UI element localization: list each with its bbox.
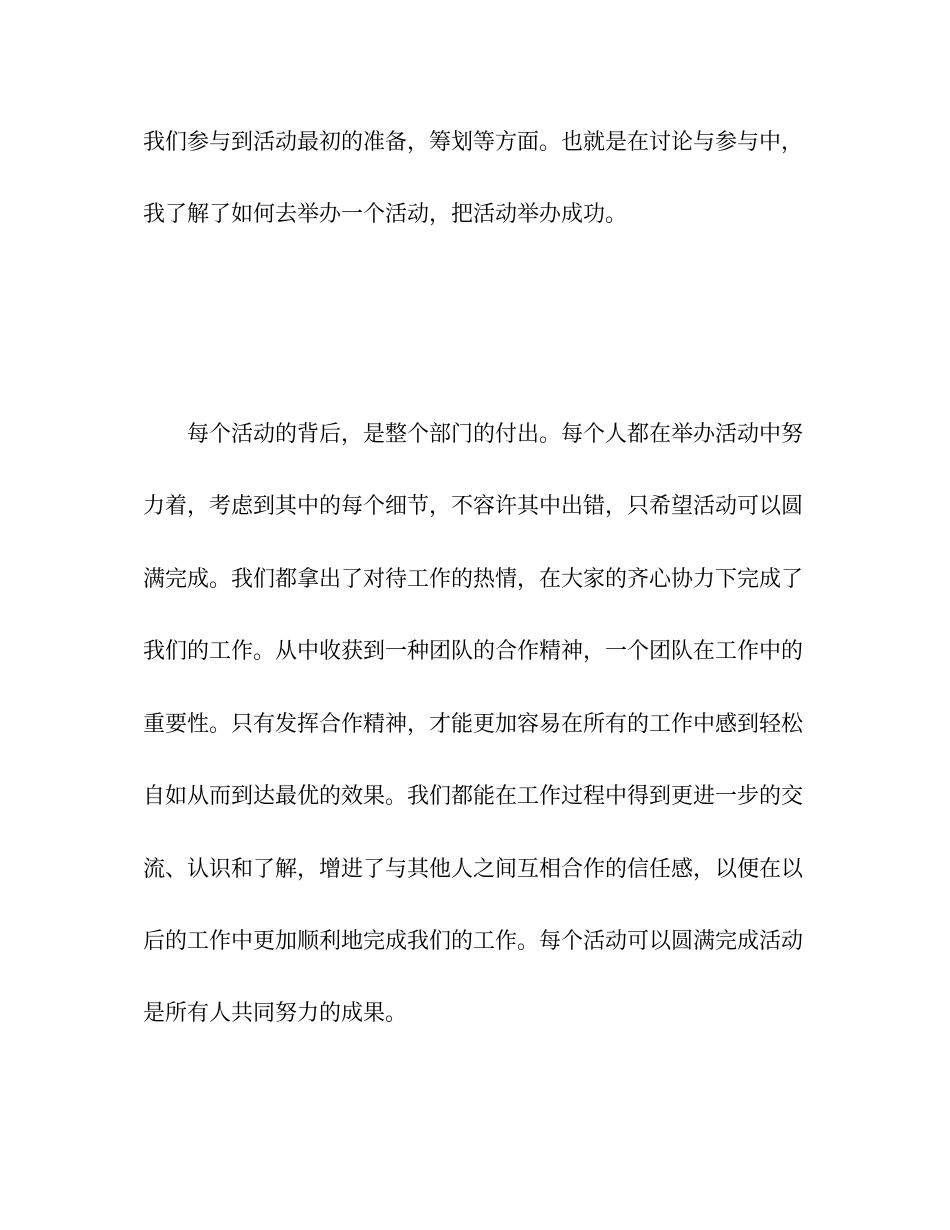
text-line: 自如从而到达最优的效果。我们都能在工作过程中得到更进一步的交 xyxy=(143,784,803,809)
text-line: 满完成。我们都拿出了对待工作的热情，在大家的齐心协力下完成了 xyxy=(143,567,803,592)
text-line: 是所有人共同努力的成果。 xyxy=(143,1001,408,1026)
text-line: 力着，考虑到其中的每个细节，不容许其中出错，只希望活动可以圆 xyxy=(143,494,803,519)
text-line: 每个活动的背后，是整个部门的付出。每个人都在举办活动中努 xyxy=(187,422,803,447)
text-line: 后的工作中更加顺利地完成我们的工作。每个活动可以圆满完成活动 xyxy=(143,929,803,954)
text-line: 我们参与到活动最初的准备，筹划等方面。也就是在讨论与参与中， xyxy=(143,130,803,155)
text-line: 重要性。只有发挥合作精神，才能更加容易在所有的工作中感到轻松 xyxy=(143,712,803,737)
text-line: 我了解了如何去举办一个活动，把活动举办成功。 xyxy=(143,202,628,227)
text-line: 我们的工作。从中收获到一种团队的合作精神，一个团队在工作中的 xyxy=(143,639,803,664)
text-line: 流、认识和了解，增进了与其他人之间互相合作的信任感，以便在以 xyxy=(143,857,803,882)
